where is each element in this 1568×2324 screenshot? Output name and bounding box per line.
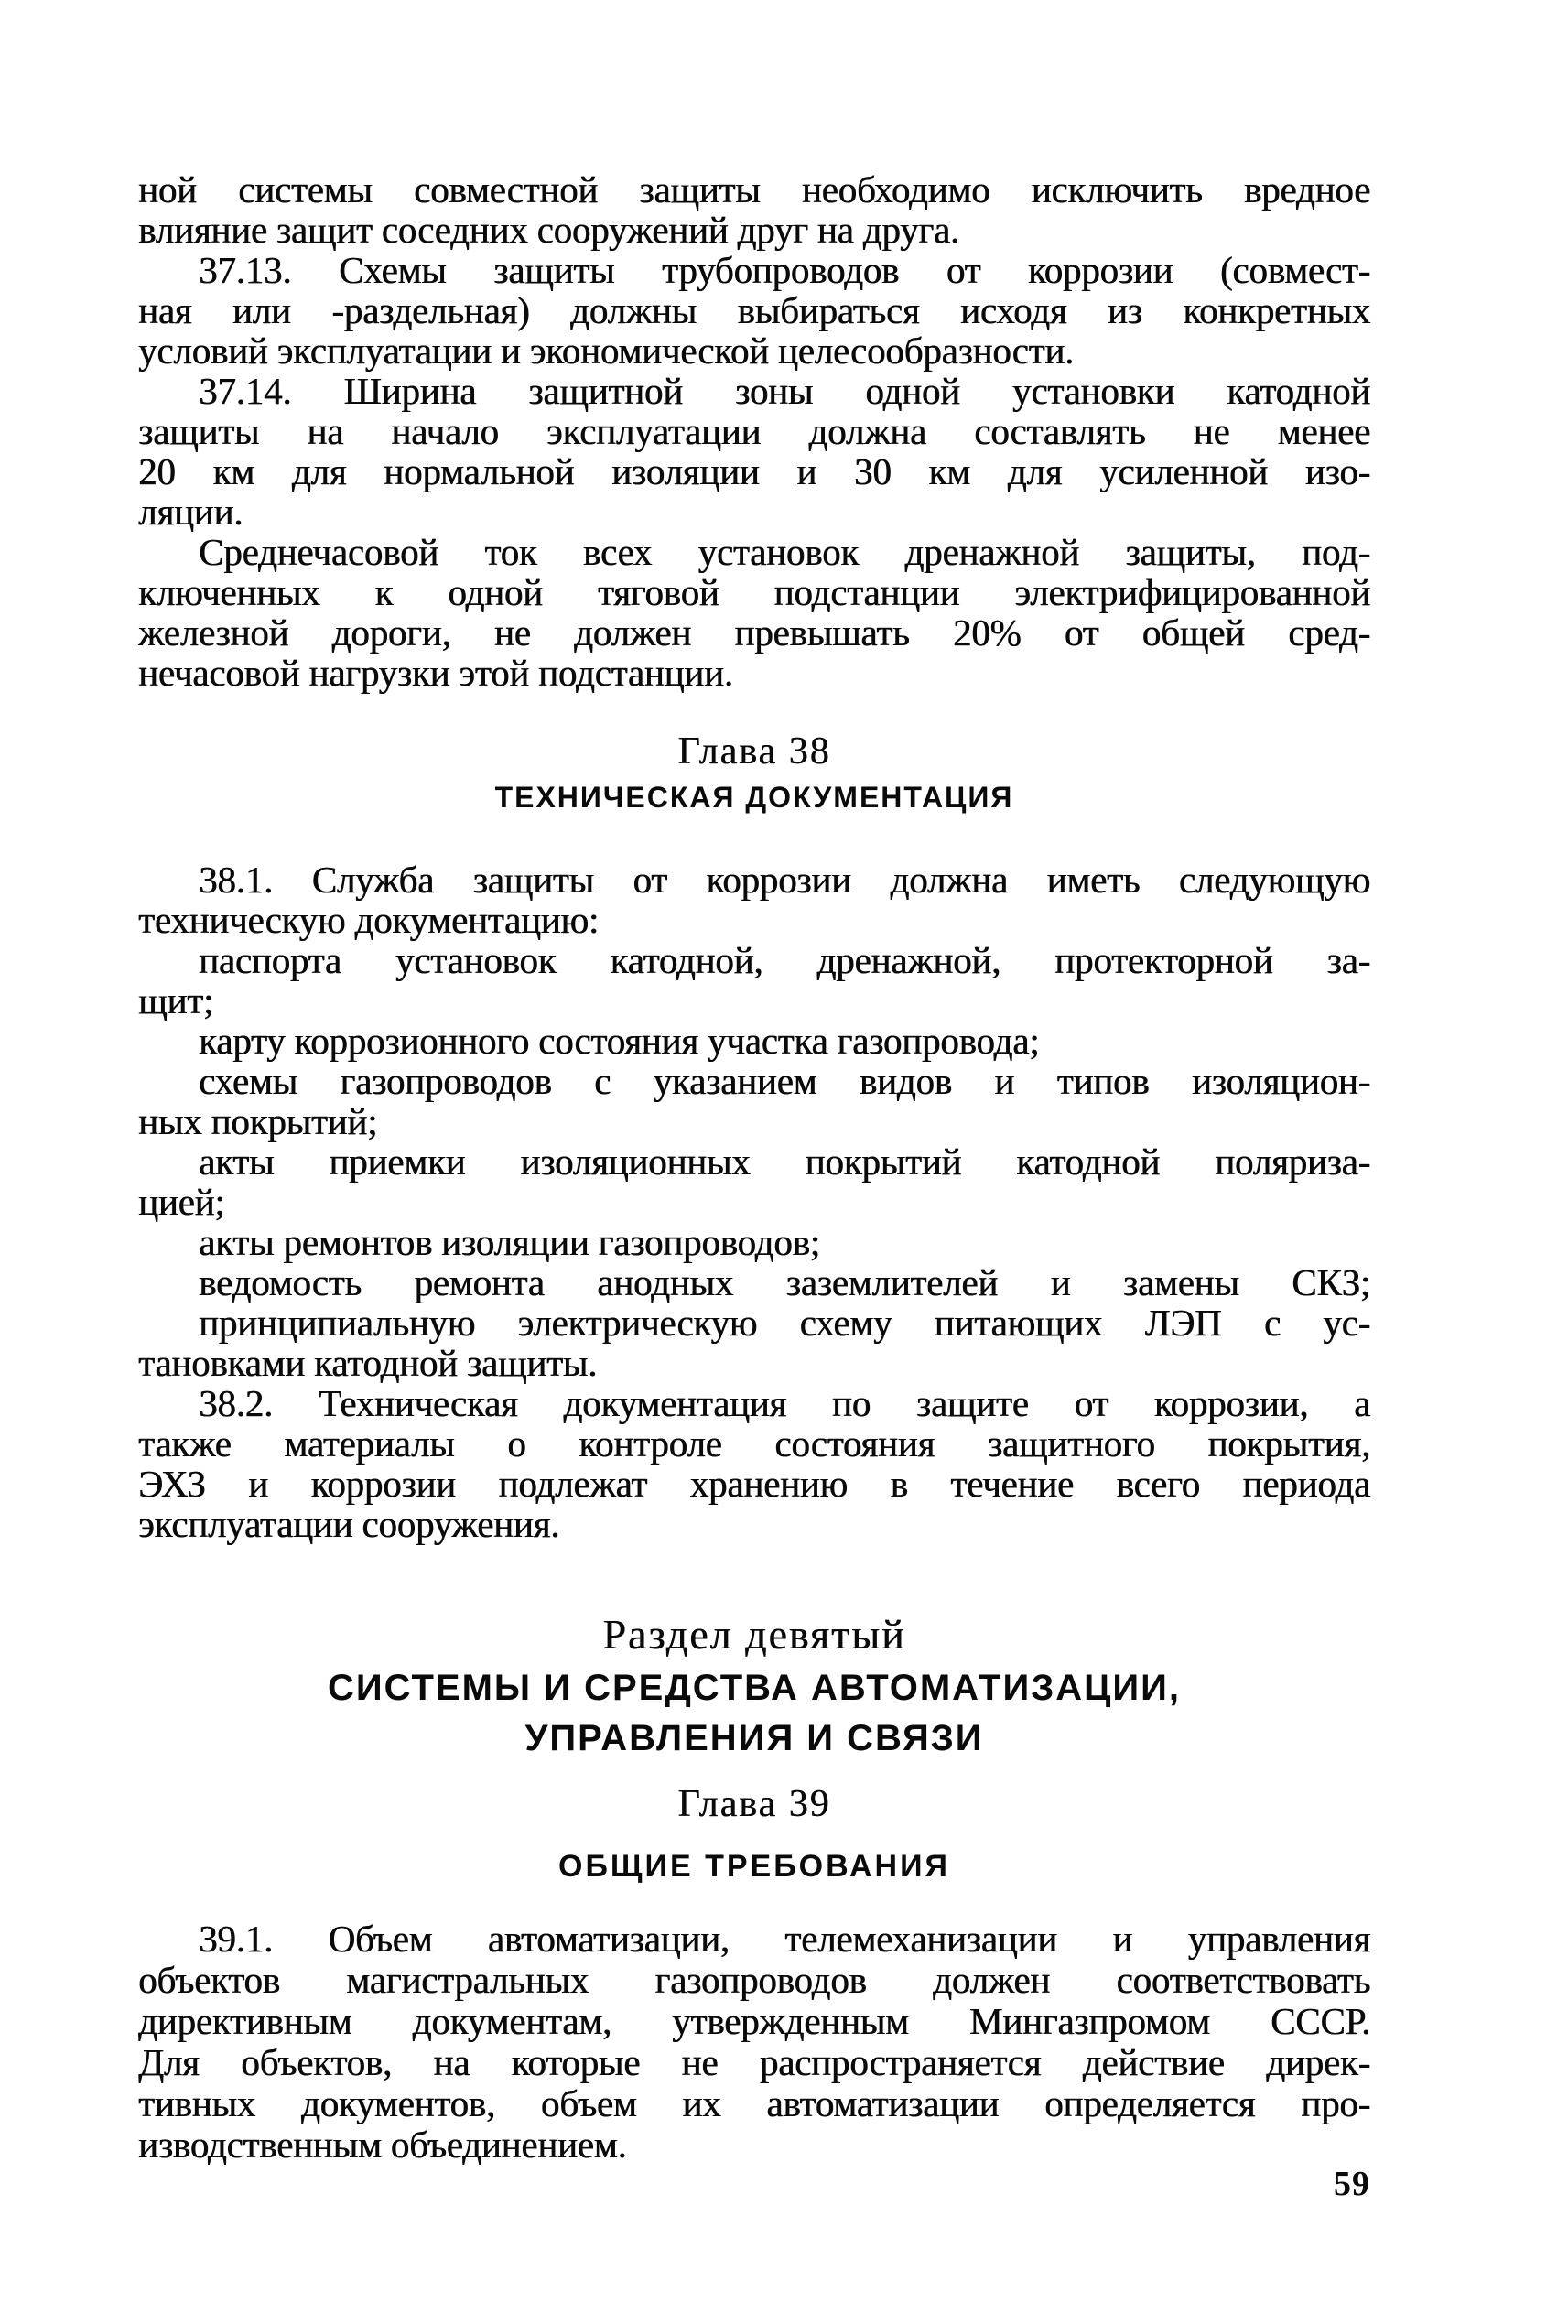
text-line: цией;	[138, 1181, 225, 1223]
text-line: директивным документам, утвержденным Мингазпромом СССР.	[138, 2000, 1370, 2042]
text-line: защиты на начало эксплуатации должна составлять не менее	[138, 410, 1370, 452]
text-line: 38.1. Служба защиты от коррозии должна иметь следующую	[199, 859, 1370, 901]
text-line: Среднечасовой ток всех установок дренажной защиты, под-	[199, 531, 1370, 573]
paragraph	[138, 940, 1370, 1021]
paragraph	[138, 1021, 1370, 1061]
chapter-heading: Глава 39	[677, 1783, 831, 1825]
paragraph	[138, 1222, 1370, 1262]
text-line: эксплуатации сооружения.	[138, 1503, 560, 1545]
text-line: тановками катодной защиты.	[138, 1342, 598, 1384]
paragraph	[138, 532, 1370, 693]
paragraph	[138, 250, 1370, 371]
text-line: 20 км для нормальной изоляции и 30 км для усиленной изо-	[138, 450, 1370, 492]
paragraph	[138, 1383, 1370, 1544]
text-line: также материалы о контроле состояния защитного покрытия,	[138, 1422, 1370, 1465]
paragraph	[138, 1919, 1370, 2166]
text-line: ной системы совместной защиты необходимо исключить вредное	[138, 168, 1370, 211]
text-line: влияние защит соседних сооружений друг на друга.	[138, 209, 959, 251]
text-line: тивных документов, объем их автоматизации определяется про-	[138, 2082, 1370, 2124]
text-line: изводственным объединением.	[138, 2124, 627, 2166]
text-line: условий эксплуатации и экономической целесообразности.	[138, 330, 1075, 372]
paragraph	[138, 1061, 1370, 1141]
paragraph	[138, 371, 1370, 532]
text-line: 38.2. Техническая документация по защите от коррозии, а	[199, 1382, 1370, 1424]
text-line: паспорта установок катодной, дренажной, протекторной за-	[199, 939, 1370, 981]
text-line: техническую документацию:	[138, 899, 599, 941]
text-line: ведомость ремонта анодных заземлителей и замены СКЗ;	[199, 1261, 1370, 1303]
text-line: 37.13. Схемы защиты трубопроводов от коррозии (совмест-	[199, 249, 1370, 291]
text-line: ЭХЗ и коррозии подлежат хранению в течение всего периода	[138, 1463, 1370, 1505]
part-title-line: СИСТЕМЫ И СРЕДСТВА АВТОМАТИЗАЦИИ,	[327, 1668, 1182, 1708]
text-line: 39.1. Объем автоматизации, телемеханизации и управления	[199, 1918, 1370, 1960]
text-line: принципиальную электрическую схему питающих ЛЭП с ус-	[199, 1302, 1370, 1344]
section-title-small: ОБЩИЕ ТРЕБОВАНИЯ	[558, 1849, 950, 1884]
text-line: объектов магистральных газопроводов должен соответствовать	[138, 1959, 1370, 2001]
text-line: ная или -раздельная) должны выбираться исходя из конкретных	[138, 289, 1370, 331]
text-line: схемы газопроводов с указанием видов и типов изоляцион-	[199, 1060, 1370, 1102]
text-line: акты ремонтов изоляции газопроводов;	[199, 1221, 820, 1263]
part-heading: Раздел девятый	[602, 1611, 906, 1658]
text-line: ных покрытий;	[138, 1100, 378, 1142]
chapter-heading: Глава 38	[677, 730, 831, 773]
text-line: железной дороги, не должен превышать 20% от общей сред-	[138, 611, 1370, 654]
text-line: нечасовой нагрузки этой подстанции.	[138, 652, 733, 694]
text-line: Для объектов, на которые не распространяется действие дирек-	[138, 2041, 1370, 2083]
page-number: 59	[1334, 2165, 1370, 2203]
text-line: карту коррозионного состояния участка газопровода;	[199, 1020, 1040, 1062]
text-block	[138, 169, 1370, 2166]
paragraph	[138, 1303, 1370, 1383]
text-line: акты приемки изоляционных покрытий катодной поляриза-	[199, 1140, 1370, 1183]
section-title: ТЕХНИЧЕСКАЯ ДОКУМЕНТАЦИЯ	[494, 781, 1014, 814]
text-line: ключенных к одной тяговой подстанции электрифицированной	[138, 571, 1370, 613]
paragraph	[138, 169, 1370, 250]
part-title-line: УПРАВЛЕНИЯ И СВЯЗИ	[524, 1718, 984, 1758]
paragraph	[138, 1262, 1370, 1303]
paragraph	[138, 1141, 1370, 1222]
paragraph	[138, 859, 1370, 940]
part-title	[138, 1663, 1370, 1764]
text-line: щит;	[138, 979, 214, 1021]
text-line: ляции.	[138, 491, 243, 533]
text-line: 37.14. Ширина защитной зоны одной установки катодной	[199, 370, 1370, 412]
